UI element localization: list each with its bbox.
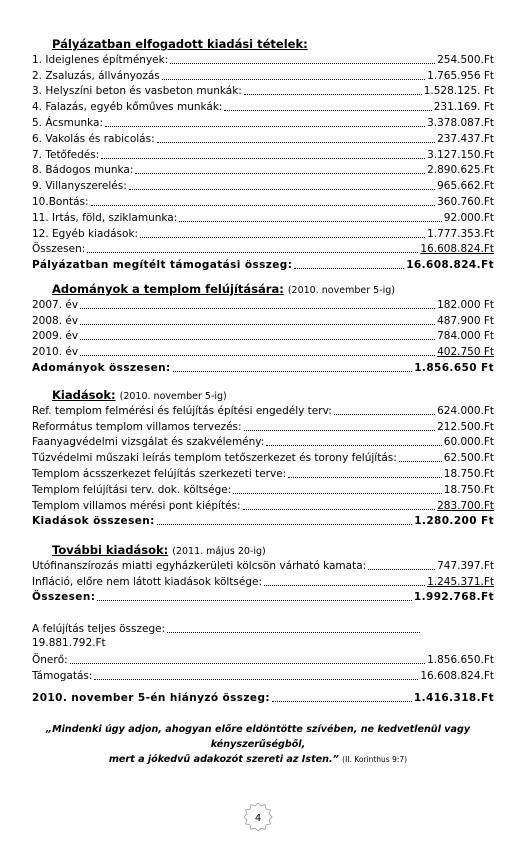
item-list	[32, 51, 494, 241]
item-value: 92.000.Ft	[443, 211, 494, 224]
leader-dots	[288, 477, 442, 478]
item-value: 747.397.Ft	[437, 559, 494, 572]
section-approved-expenses	[32, 37, 494, 272]
leader-dots	[334, 414, 435, 415]
list-item	[32, 98, 494, 114]
full-amount-value: 19.881.792.Ft	[32, 636, 106, 649]
bible-quote	[10, 722, 506, 767]
list-item	[32, 652, 494, 668]
full-amount-row	[32, 620, 422, 636]
item-value: 62.500.Ft	[443, 452, 494, 465]
page-number-badge	[243, 802, 273, 832]
leader-dots	[105, 126, 425, 127]
item-value: 402.750 Ft	[437, 346, 494, 359]
item-value: 3.127.150.Ft	[427, 148, 494, 161]
leader-dots	[129, 189, 435, 190]
leader-dots	[224, 110, 431, 111]
item-label: Templom felújítási terv. dok. költsége:	[32, 483, 232, 496]
total-row	[32, 359, 494, 375]
leader-dots	[167, 632, 420, 633]
list-item	[32, 67, 494, 83]
section-expenses	[32, 388, 494, 528]
item-value: 3.378.087.Ft	[427, 116, 494, 129]
section-title	[32, 282, 494, 296]
list-item	[32, 497, 494, 513]
leader-dots	[233, 493, 441, 494]
leader-dots	[157, 524, 413, 525]
total-label: Összesen:	[32, 591, 96, 604]
list-item	[32, 296, 494, 312]
item-label: 2009. év	[32, 330, 79, 343]
leader-dots	[80, 339, 435, 340]
total-value: 1.992.768.Ft	[413, 591, 494, 604]
item-label: 7. Tetőfedés:	[32, 148, 100, 161]
item-label: 3. Helyszíni beton és vasbeton munkák:	[32, 85, 242, 98]
leader-dots	[157, 142, 435, 143]
item-label: 10.Bontás:	[32, 195, 89, 208]
leader-dots	[162, 79, 425, 80]
item-label: 5. Ácsmunka:	[32, 116, 104, 129]
title-text: További kiadások:	[52, 543, 169, 557]
item-value: 624.000.Ft	[437, 404, 494, 417]
leader-dots	[135, 173, 425, 174]
leader-dots	[170, 63, 435, 64]
leader-dots	[399, 461, 442, 462]
total-label: Kiadások összesen:	[32, 515, 155, 528]
list-item	[32, 146, 494, 162]
item-label: Utófinanszírozás miatti egyházkerületi kölcsön várható kamata:	[32, 559, 367, 572]
leader-dots	[70, 663, 425, 664]
leader-dots	[368, 569, 435, 570]
item-label: Infláció, előre nem látott kiadások költsége:	[32, 575, 263, 588]
list-item	[32, 402, 494, 418]
item-label: 12. Egyéb kiadások:	[32, 227, 139, 240]
list-item	[32, 481, 494, 497]
title-text: Pályázatban elfogadott kiadási tételek:	[52, 37, 308, 51]
missing-value: 1.416.318.Ft	[413, 691, 494, 704]
leader-dots	[91, 205, 436, 206]
item-value: 1.528.125. Ft	[423, 85, 494, 98]
item-value: 237.437.Ft	[437, 132, 494, 145]
page-number: 4	[254, 813, 262, 824]
item-value: 1.245.371.Ft	[427, 575, 494, 588]
leader-dots	[179, 221, 442, 222]
item-value: 18.750.Ft	[443, 467, 494, 480]
item-label: Tűzvédelmi műszaki leírás templom tetőszerkezet és torony felújítás:	[32, 452, 397, 465]
quote-line-1: „Mindenki úgy adjon, ahogyan előre eldöntötte szívében, ne kedvetlenül vagy kényszerűségből,	[45, 724, 471, 750]
list-item	[32, 225, 494, 241]
item-label: 1. Ideiglenes építmények:	[32, 53, 169, 66]
item-value: 784.000 Ft	[437, 330, 494, 343]
item-label: 2008. év	[32, 314, 79, 327]
missing-label: 2010. november 5-én hiányzó összeg:	[32, 691, 270, 704]
quote-text: mert a jókedvű adakozót szereti az Isten.”	[108, 754, 339, 765]
section-title	[32, 543, 494, 557]
quote-line-2	[10, 752, 506, 767]
item-label: 2010. év	[32, 346, 79, 359]
item-value: 965.662.Ft	[437, 180, 494, 193]
section-subtitle: (2011. május 20-ig)	[172, 546, 266, 557]
item-list	[32, 402, 494, 513]
section-donations	[32, 282, 494, 375]
section-further-expenses	[32, 543, 494, 604]
item-value: 360.760.Ft	[437, 195, 494, 208]
list-item	[32, 573, 494, 589]
total-row	[32, 589, 494, 605]
leader-dots	[173, 371, 413, 372]
grant-label: Pályázatban megítélt támogatási összeg:	[32, 259, 293, 272]
total-value: 1.280.200 Ft	[414, 515, 494, 528]
section-full-amount	[32, 620, 494, 683]
leader-dots	[244, 94, 422, 95]
section-title	[32, 37, 494, 51]
item-value: 60.000.Ft	[443, 436, 494, 449]
missing-row	[32, 689, 494, 705]
item-value: 1.856.650.Ft	[427, 654, 494, 667]
list-item	[32, 130, 494, 146]
item-label: 9. Villanyszerelés:	[32, 180, 127, 193]
item-value: 16.608.824.Ft	[420, 670, 494, 683]
leader-dots	[94, 679, 418, 680]
list-item	[32, 312, 494, 328]
section-title	[32, 388, 494, 402]
leader-dots	[266, 445, 441, 446]
section-subtitle: (2010. november 5-ig)	[287, 285, 395, 296]
leader-dots	[264, 585, 425, 586]
item-value: 2.890.625.Ft	[427, 164, 494, 177]
item-value: 254.500.Ft	[437, 53, 494, 66]
item-label: Faanyagvédelmi vizsgálat és szakvélemény:	[32, 436, 265, 449]
list-item	[32, 557, 494, 573]
leader-dots	[244, 430, 436, 431]
item-label: 8. Bádogos munka:	[32, 164, 134, 177]
total-row	[32, 241, 494, 257]
leader-dots	[294, 268, 404, 269]
item-label: Önerő:	[32, 654, 68, 667]
leader-dots	[243, 509, 436, 510]
total-value: 1.856.650 Ft	[414, 361, 494, 374]
leader-dots	[140, 237, 425, 238]
item-label: 11. Irtás, föld, sziklamunka:	[32, 211, 178, 224]
leader-dots	[272, 701, 412, 702]
item-value: 1.777.353.Ft	[427, 227, 494, 240]
list-item	[32, 193, 494, 209]
total-label: Adományok összesen:	[32, 361, 171, 374]
list-item	[32, 667, 494, 683]
item-label: 6. Vakolás és rabicolás:	[32, 132, 155, 145]
total-row	[32, 513, 494, 529]
item-list	[32, 652, 494, 684]
full-amount-label: A felújítás teljes összege:	[32, 622, 166, 635]
item-label: Templom ácsszerkezet felújítás szerkezeti terve:	[32, 467, 287, 480]
item-value: 212.500.Ft	[437, 420, 494, 433]
list-item	[32, 465, 494, 481]
item-label: Támogatás:	[32, 670, 93, 683]
item-value: 1.765.956 Ft	[427, 69, 494, 82]
list-item	[32, 114, 494, 130]
item-label: Református templom villamos tervezés:	[32, 420, 242, 433]
leader-dots	[80, 355, 435, 356]
item-value: 18.750.Ft	[443, 483, 494, 496]
list-item	[32, 418, 494, 434]
title-text: Adományok a templom felújítására:	[52, 282, 284, 296]
quote-reference: (II. Korinthus 9:7)	[342, 755, 408, 764]
list-item	[32, 343, 494, 359]
item-label: 2007. év	[32, 298, 79, 311]
title-text: Kiadások:	[52, 388, 116, 402]
item-label: 4. Falazás, egyéb kőműves munkák:	[32, 101, 223, 114]
list-item	[32, 434, 494, 450]
list-item	[32, 449, 494, 465]
item-list	[32, 557, 494, 589]
item-label: Ref. templom felmérési és felújítás építési engedély terv:	[32, 404, 332, 417]
grant-value: 16.608.824.Ft	[406, 259, 494, 272]
total-value: 16.608.824.Ft	[420, 243, 494, 256]
list-item	[32, 51, 494, 67]
section-missing	[32, 689, 494, 705]
list-item	[32, 209, 494, 225]
total-label: Összesen:	[32, 243, 86, 256]
item-label: 2. Zsaluzás, állványozás	[32, 69, 160, 82]
leader-dots	[87, 252, 418, 253]
leader-dots	[101, 158, 425, 159]
list-item	[32, 162, 494, 178]
section-subtitle: (2010. november 5-ig)	[119, 391, 227, 402]
item-list	[32, 296, 494, 359]
list-item	[32, 83, 494, 99]
list-item	[32, 177, 494, 193]
item-value: 487.900 Ft	[437, 314, 494, 327]
leader-dots	[97, 600, 412, 601]
item-value: 283.700.Ft	[437, 499, 494, 512]
list-item	[32, 328, 494, 344]
item-value: 231.169. Ft	[433, 101, 494, 114]
leader-dots	[80, 308, 435, 309]
grant-row	[32, 256, 494, 272]
item-label: Templom villamos mérési pont kiépítés:	[32, 499, 241, 512]
item-value: 182.000 Ft	[437, 298, 494, 311]
leader-dots	[80, 324, 435, 325]
